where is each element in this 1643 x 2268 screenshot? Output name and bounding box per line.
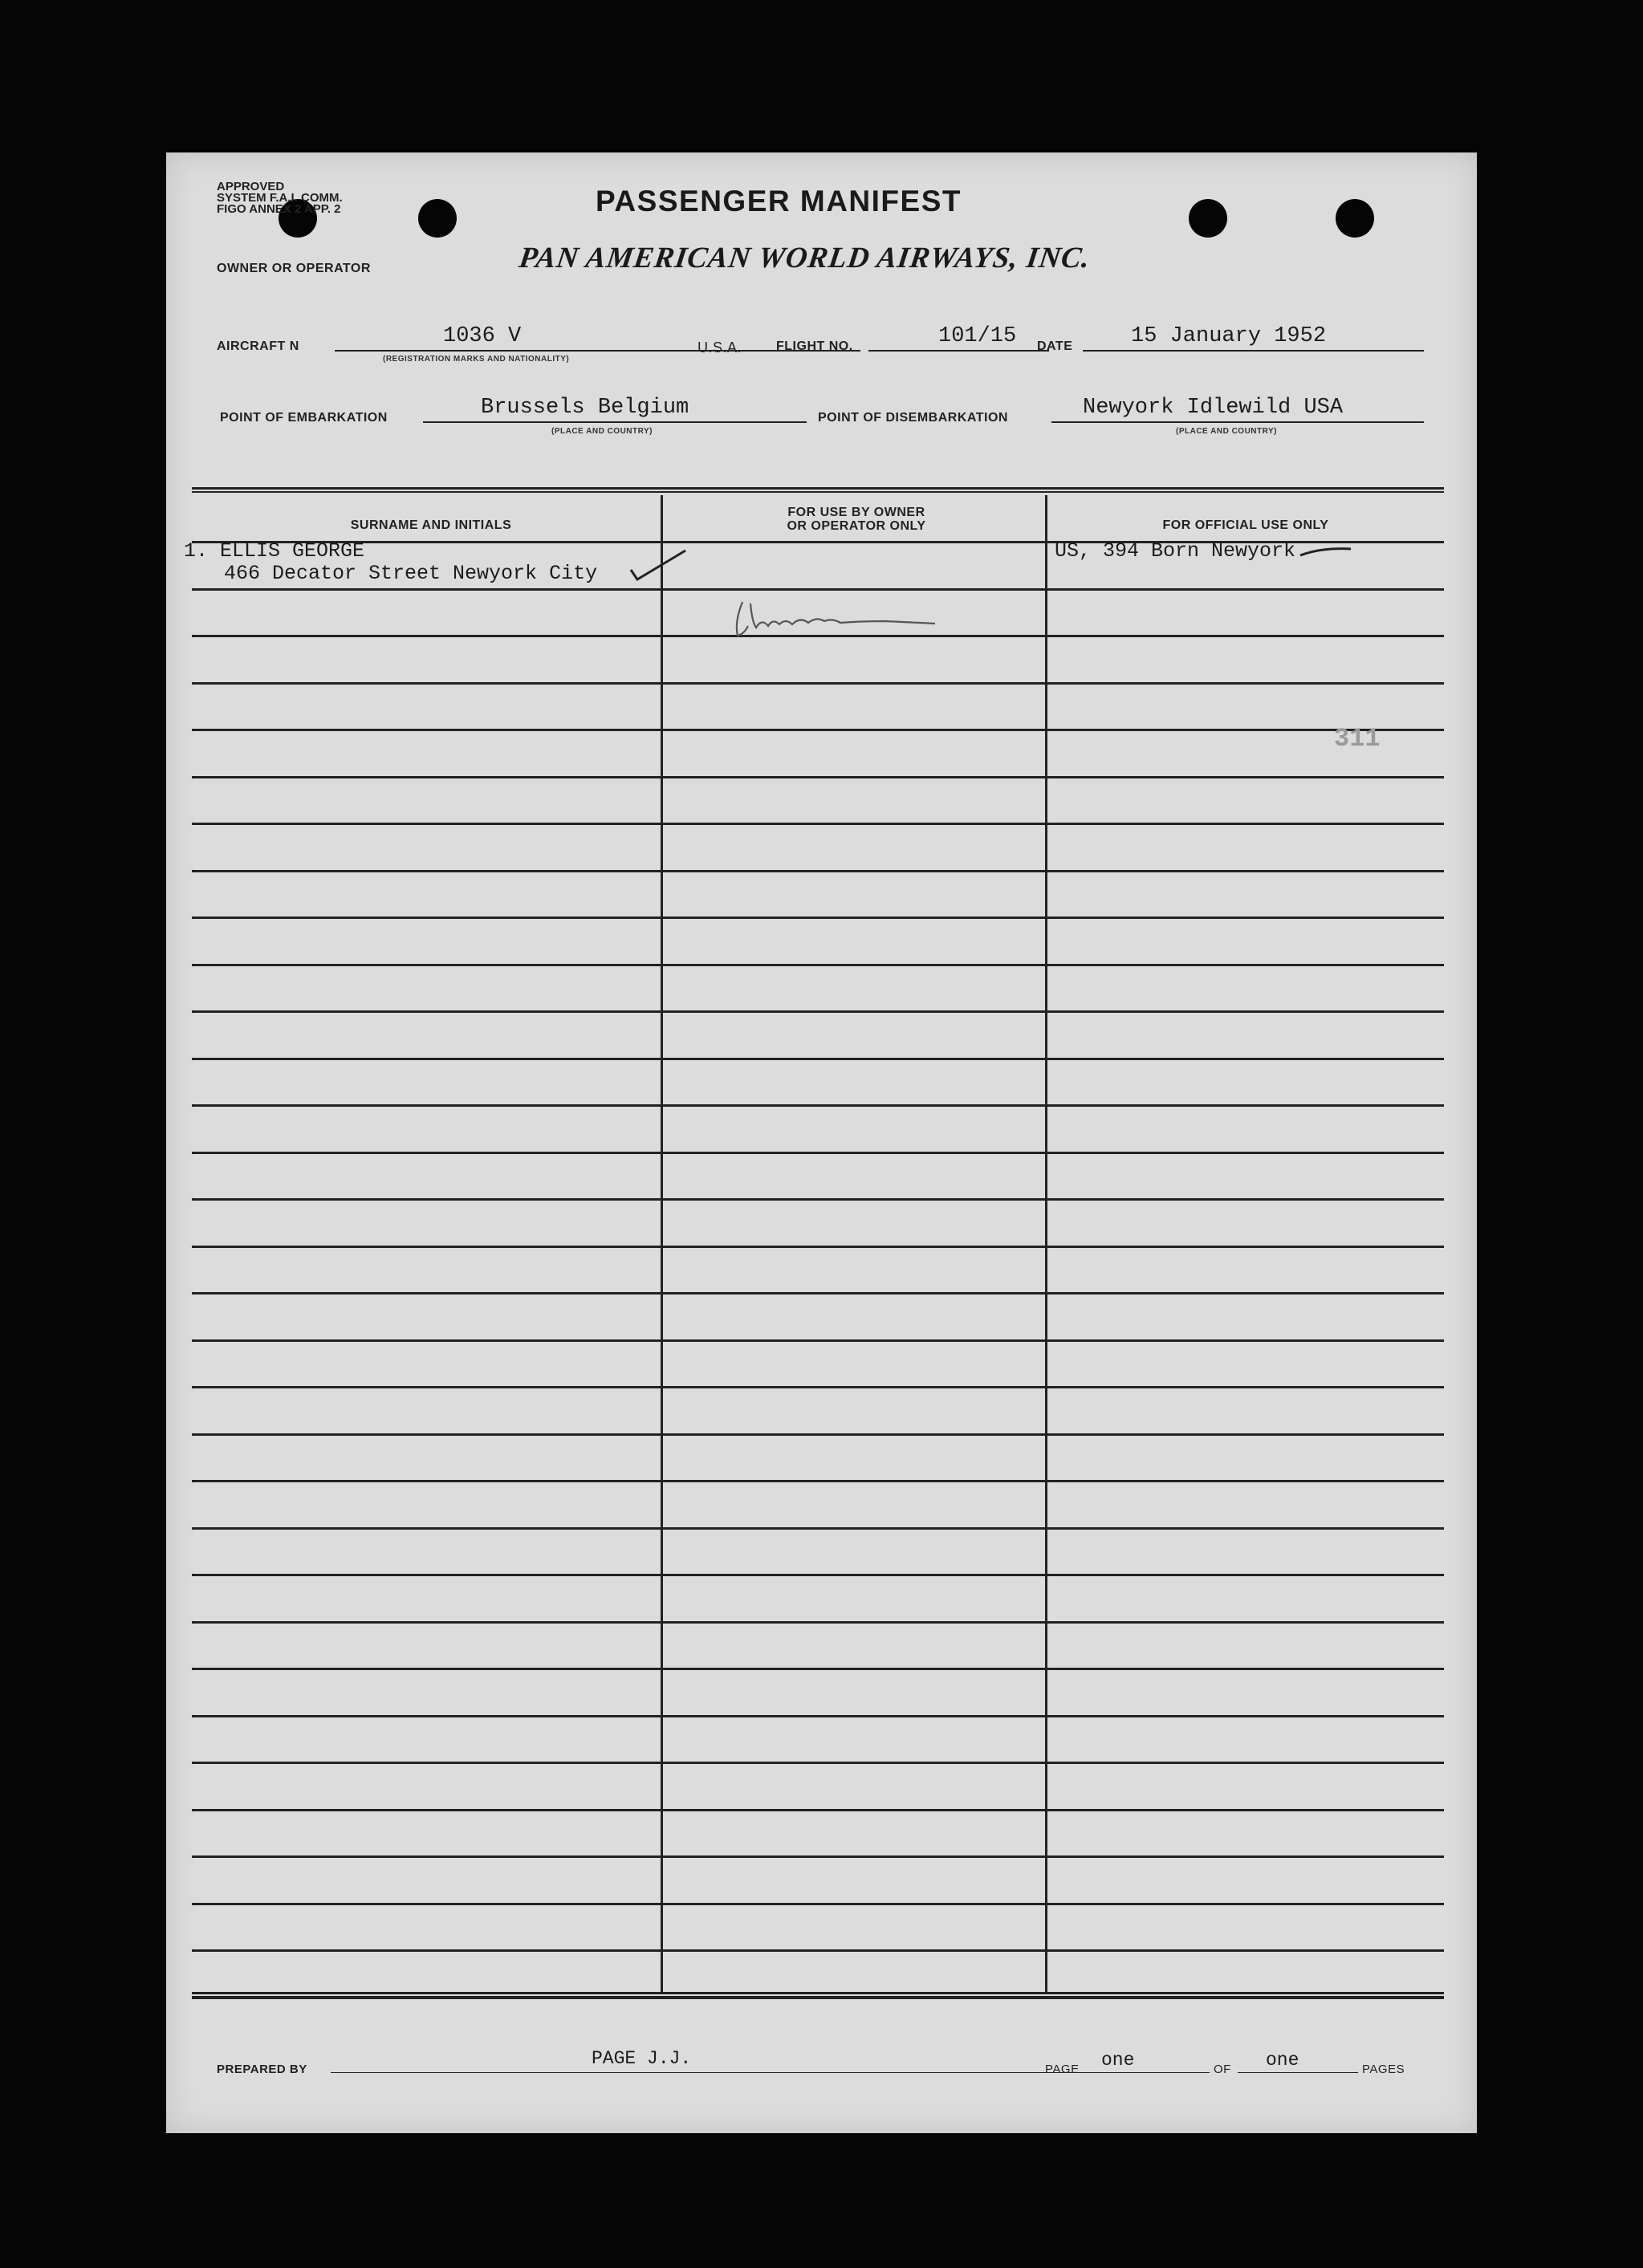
date-value: 15 January 1952: [1131, 324, 1327, 348]
ruled-line: [192, 1949, 1444, 1952]
ruled-line: [192, 1010, 1444, 1013]
owner-label: OWNER OR OPERATOR: [217, 262, 371, 275]
flight-label: FLIGHT NO.: [776, 339, 853, 353]
page-value: one: [1101, 2050, 1135, 2071]
ruled-line: [192, 1621, 1444, 1624]
surname-header: SURNAME AND INITIALS: [350, 518, 512, 532]
ruled-line: [192, 776, 1444, 778]
approval-note: [217, 181, 343, 215]
passenger-name: 1. ELLIS GEORGE: [184, 539, 365, 563]
ruled-line: [192, 823, 1444, 825]
aircraft-label: AIRCRAFT N: [217, 339, 299, 353]
pages-label: PAGES: [1362, 2063, 1405, 2076]
place-caption: (PLACE AND COUNTRY): [551, 427, 653, 436]
ruled-line: [192, 1668, 1444, 1670]
ruled-line: [192, 1715, 1444, 1717]
handwritten-signature: [720, 586, 961, 642]
embarkation-line: [423, 421, 807, 423]
ruled-line: [192, 729, 1444, 731]
owner-use-header: [680, 506, 1033, 533]
checkmark-icon: [628, 546, 692, 586]
form-title: PASSENGER MANIFEST: [596, 185, 962, 217]
ruled-line: [192, 1058, 1444, 1060]
ruled-line: [192, 870, 1444, 872]
disembarkation-value: Newyork Idlewild USA: [1083, 396, 1344, 420]
manifest-sheet: [166, 152, 1477, 2133]
ruled-line: [192, 1246, 1444, 1248]
owner-use-header-line: FOR USE BY OWNER: [787, 506, 925, 519]
ruled-line: [192, 1152, 1444, 1154]
ruled-line: [192, 1762, 1444, 1764]
date-line: [1083, 350, 1424, 352]
page-label: PAGE: [1045, 2063, 1080, 2076]
ruled-line: [192, 1198, 1444, 1201]
column-divider: [1045, 495, 1047, 1992]
approval-line: SYSTEM F.A.I. COMM.: [217, 191, 343, 205]
punch-hole: [418, 199, 457, 238]
stamped-number: 311: [1334, 724, 1381, 754]
approval-line: FIGO ANNEX 2 APP. 2: [217, 202, 341, 216]
ruled-line: [192, 917, 1444, 919]
flight-line: [868, 350, 1049, 352]
carrier-name: PAN AMERICAN WORLD AIRWAYS, INC.: [517, 242, 1093, 274]
official-header: FOR OFFICIAL USE ONLY: [1162, 518, 1329, 532]
passenger-address: 466 Decator Street Newyork City: [224, 562, 598, 585]
official-note: US, 394 Born Newyork: [1055, 539, 1296, 563]
table-top-border: [192, 487, 1444, 493]
embarkation-label: POINT OF EMBARKATION: [220, 411, 388, 425]
ruled-line: [192, 682, 1444, 685]
place-caption: (PLACE AND COUNTRY): [1176, 427, 1277, 436]
pages-line: [1238, 2072, 1358, 2073]
ruled-line: [192, 1104, 1444, 1107]
punch-hole: [1336, 199, 1374, 238]
approval-line: APPROVED: [217, 180, 285, 193]
ruled-line: [192, 1386, 1444, 1388]
of-label: OF: [1214, 2063, 1231, 2076]
ruled-line: [192, 1903, 1444, 1905]
embarkation-value: Brussels Belgium: [481, 396, 689, 420]
of-value: one: [1266, 2050, 1299, 2071]
ruled-line: [192, 1855, 1444, 1858]
table-bottom-border: [192, 1992, 1444, 1998]
punch-hole: [1189, 199, 1227, 238]
ruled-line: [192, 1292, 1444, 1295]
registration-caption: (REGISTRATION MARKS AND NATIONALITY): [383, 355, 570, 364]
ruled-line: [192, 964, 1444, 966]
disembarkation-line: [1051, 421, 1424, 423]
flight-value: 101/15: [938, 324, 1017, 348]
aircraft-value: 1036 V: [443, 324, 522, 348]
ruled-line: [192, 1339, 1444, 1342]
prepared-by-value: PAGE J.J.: [592, 2048, 692, 2069]
ruled-line: [192, 1480, 1444, 1482]
disembarkation-label: POINT OF DISEMBARKATION: [818, 411, 1008, 425]
prepared-by-label: PREPARED BY: [217, 2063, 307, 2076]
ruled-line: [192, 1574, 1444, 1576]
usa-label: U.S.A.: [697, 339, 742, 356]
ruled-line: [192, 1433, 1444, 1436]
ruled-line: [192, 1809, 1444, 1811]
ruled-line: [192, 1527, 1444, 1530]
column-divider: [661, 495, 663, 1992]
date-label: DATE: [1037, 339, 1073, 353]
dash-mark-icon: [1298, 544, 1354, 560]
owner-use-header-line: OR OPERATOR ONLY: [787, 519, 926, 533]
